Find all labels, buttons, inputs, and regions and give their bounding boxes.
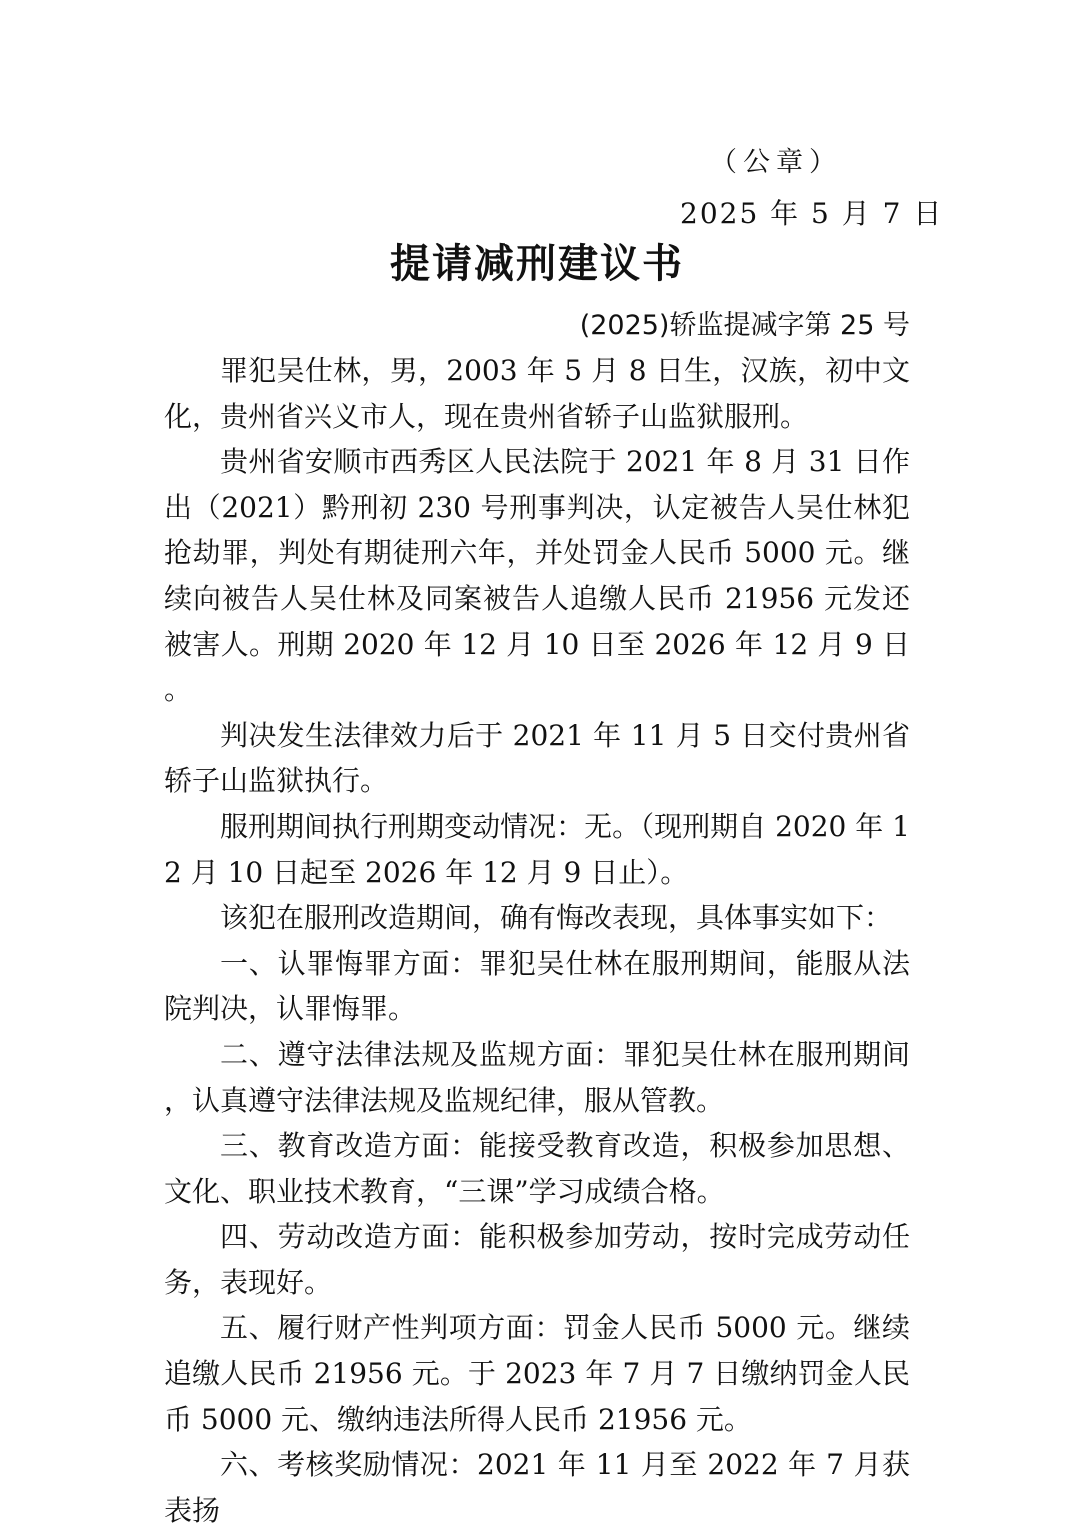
paragraph-compliance: 二、遵守法律法规及监规方面：罪犯吴仕林在服刑期间，认真遵守法律法规及监规纪律，服从管教。 [164,1037,910,1117]
seal-note: （公章） [710,147,842,178]
document-title: 提请减刑建议书 [390,240,684,287]
document-number: (2025)轿监提减字第 25 号 [579,310,910,341]
paragraph-labor: 四、劳动改造方面：能积极参加劳动，按时完成劳动任务，表现好。 [164,1220,910,1299]
paragraph-rewards: 六、考核奖励情况：2021 年 11 月至 2022 年 7 月获表扬 [164,1448,910,1527]
paragraph-repentance-intro: 该犯在服刑改造期间，确有悔改表现，具体事实如下： [220,901,893,935]
issue-date: 2025 年 5 月 7 日 [680,197,944,230]
paragraph-offender-info: 罪犯吴仕林，男，2003 年 5 月 8 日生，汉族，初中文化，贵州省兴义市人，现在贵州省轿子山监狱服刑。 [164,354,910,433]
paragraph-property: 五、履行财产性判项方面：罚金人民币 5000 元。继续追缴人民币 21956 元。于 2023 年 7 月 7 日缴纳罚金人民币 5000 元、缴纳违法所得人民币 21956 元。 [164,1311,910,1436]
paragraph-education: 三、教育改造方面：能接受教育改造，积极参加思想、文化、职业技术教育，“三课”学习成绩合格。 [164,1129,910,1208]
document-body [164,348,910,1533]
paragraph-admission: 一、认罪悔罪方面：罪犯吴仕林在服刑期间，能服从法院判决，认罪悔罪。 [164,946,910,1026]
paragraph-sentence-change: 服刑期间执行刑期变动情况：无。（现刑期自 2020 年 12 月 10 日起至 2026 年 12 月 9 日止）。 [164,809,910,889]
paragraph-judgment: 贵州省安顺市西秀区人民法院于 2021 年 8 月 31 日作出（2021）黔刑初 230 号刑事判决，认定被告人吴仕林犯抢劫罪，判处有期徒刑六年，并处罚金人民币 5000 元。继续向被告人吴仕林及同案被告人追缴人民币 21956 元发还被害人。刑期 2020 年 12 月 10 日至 2026 年 12 月 9 日。 [164,445,910,707]
paragraph-execution: 判决发生法律效力后于 2021 年 11 月 5 日交付贵州省轿子山监狱执行。 [164,718,910,798]
